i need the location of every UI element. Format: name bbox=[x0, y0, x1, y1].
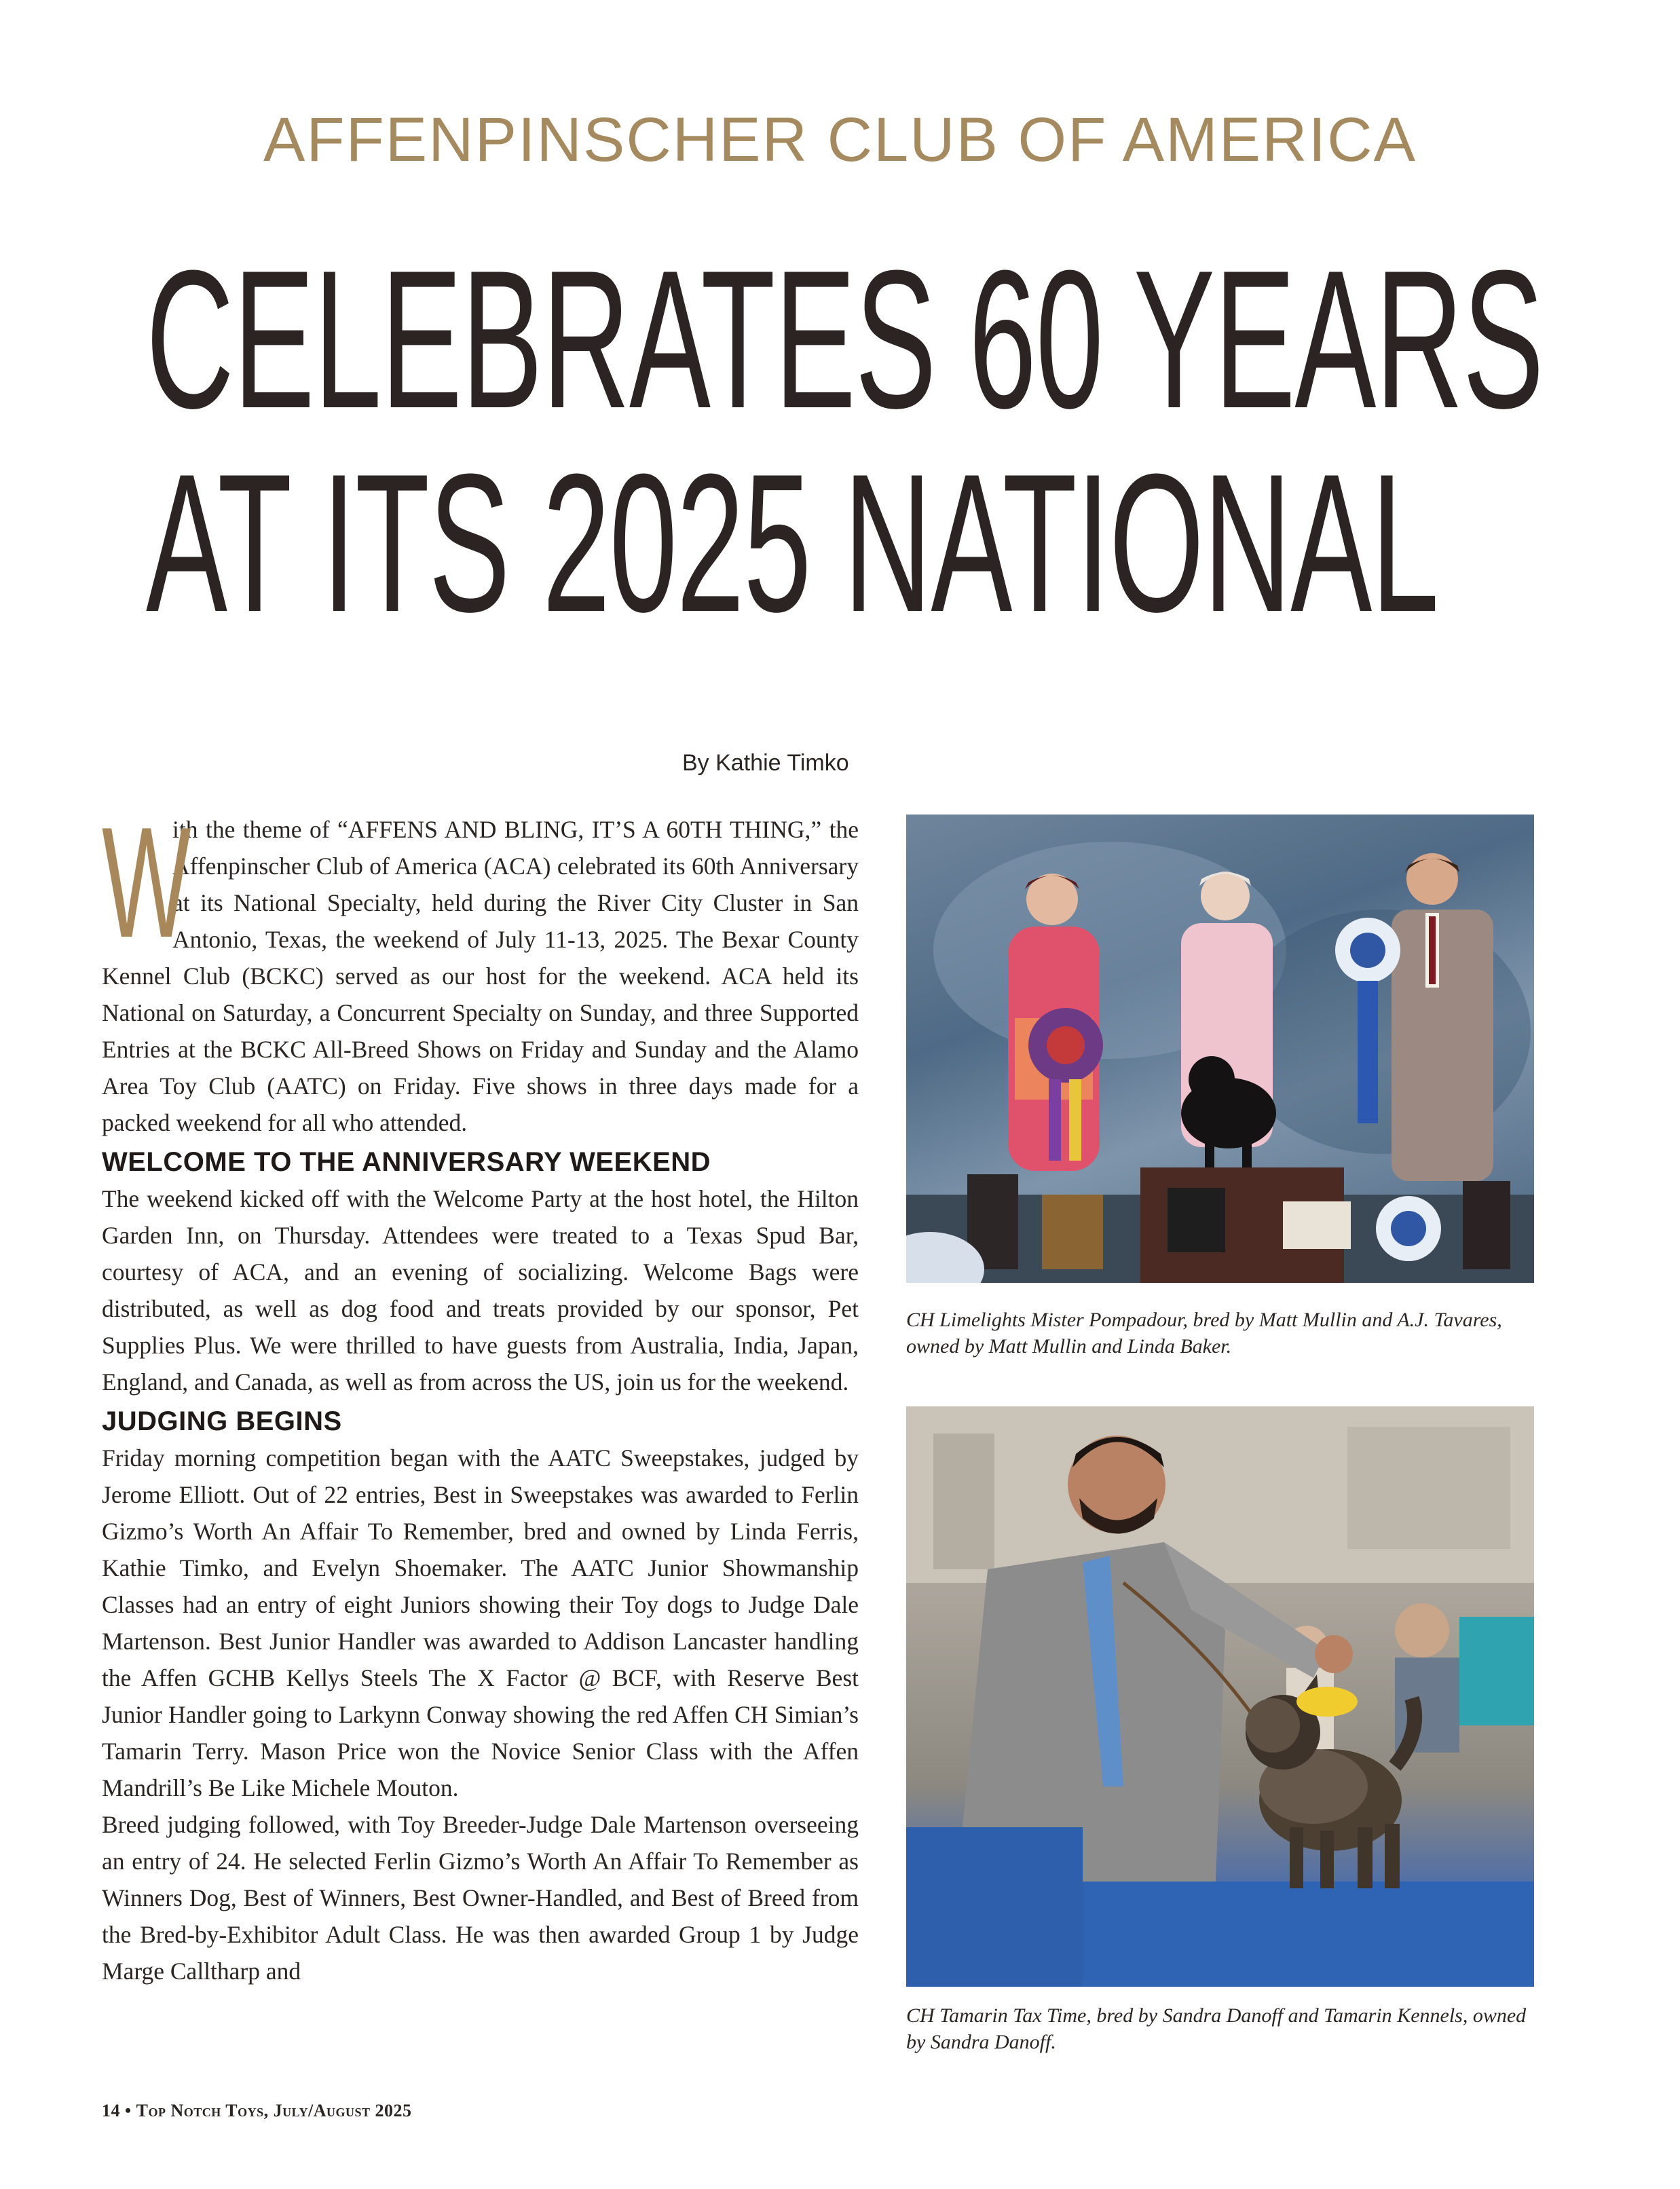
photo-pompadour-illustration bbox=[906, 815, 1534, 1283]
caption-tax-time: CH Tamarin Tax Time, bred by Sandra Danoff and Tamarin Kennels, owned by Sandra Danoff. bbox=[906, 2004, 1527, 2053]
article-body bbox=[102, 795, 859, 1989]
caption-pompadour: CH Limelights Mister Pompadour, bred by Matt Mullin and A.J. Tavares, owned by Matt Mullin and Linda Baker. bbox=[906, 1309, 1502, 1358]
paragraph-breed-judging: Breed judging followed, with Toy Breeder-Judge Dale Martenson overseeing an entry of 24. He selected Ferlin Gizmo’s Worth An Affair To Remember as Winners Dog, Best of Winners, Best Owner-Handled, and Best of Breed from the Bred-by-Exhibitor Adult Class. He was then awarded Group 1 by Judge Marge Calltharp and bbox=[102, 1811, 859, 1985]
photo-tax-time-illustration bbox=[906, 1406, 1534, 1987]
intro-text: ith the theme of “AFFENS AND BLING, IT’S A 60TH THING,” the Affenpinscher Club of America (ACA) celebrated its 60th Anniversary at its National Specialty, held during the River City Cluster in San Antonio, Texas, the weekend of July 11-13, 2025. The Bexar County Kennel Club (BCKC) served as our host for the weekend. ACA held its National on Saturday, a Concurrent Specialty on Sunday, and three Supported Entries at the BCKC All-Breed Shows on Friday and Sunday and the Alamo Area Toy Club (AATC) on Friday. Five shows in three days made for a packed weekend for all who attended. bbox=[102, 816, 859, 1136]
byline: By Kathie Timko bbox=[682, 750, 849, 776]
section-heading-welcome: WELCOME TO THE ANNIVERSARY WEEKEND bbox=[102, 1147, 711, 1177]
article-headline bbox=[146, 229, 1544, 653]
publication-name: Top Notch Toys, July/August 2025 bbox=[136, 2101, 412, 2120]
intro-paragraph bbox=[102, 795, 859, 1141]
paragraph-welcome: The weekend kicked off with the Welcome Party at the host hotel, the Hilton Garden Inn, on Thursday. Attendees were treated to a Texas Spud Bar, courtesy of ACA, and an evening of socializing. Welcome Bags were distributed, as well as dog food and treats provided by our sponsor, Pet Supplies Plus. We were thrilled to have guests from Australia, India, Japan, England, and Canada, as well as from across the US, join us for the weekend. bbox=[102, 1185, 859, 1396]
page-number: 14 • bbox=[102, 2101, 132, 2120]
headline-line-2: AT ITS 2025 NATIONAL bbox=[146, 433, 1438, 653]
section-heading-judging: JUDGING BEGINS bbox=[102, 1406, 342, 1436]
drop-cap: W bbox=[102, 795, 191, 971]
page-footer bbox=[102, 2101, 411, 2121]
paragraph-judging: Friday morning competition began with the AATC Sweepstakes, judged by Jerome Elliott. Out of 22 entries, Best in Sweepstakes was awarded to Ferlin Gizmo’s Worth An Affair To Remember, bred and owned by Linda Ferris, Kathie Timko, and Evelyn Shoemaker. The AATC Junior Showmanship Classes had an entry of eight Juniors showing their Toy dogs to Judge Dale Martenson. Best Junior Handler was awarded to Addison Lancaster handling the Affen GCHB Kellys Steels The X Factor @ BCF, with Reserve Best Junior Handler going to Larkynn Conway showing the red Affen CH Simian’s Tamarin Terry. Mason Price won the Novice Senior Class with the Affen Mandrill’s Be Like Michele Mouton. bbox=[102, 1444, 859, 1801]
article-kicker: AFFENPINSCHER CLUB OF AMERICA bbox=[263, 105, 1417, 174]
headline-line-1: CELEBRATES 60 YEARS bbox=[146, 229, 1544, 449]
photo-tax-time bbox=[906, 1406, 1534, 1987]
photo-pompadour bbox=[906, 815, 1534, 1283]
